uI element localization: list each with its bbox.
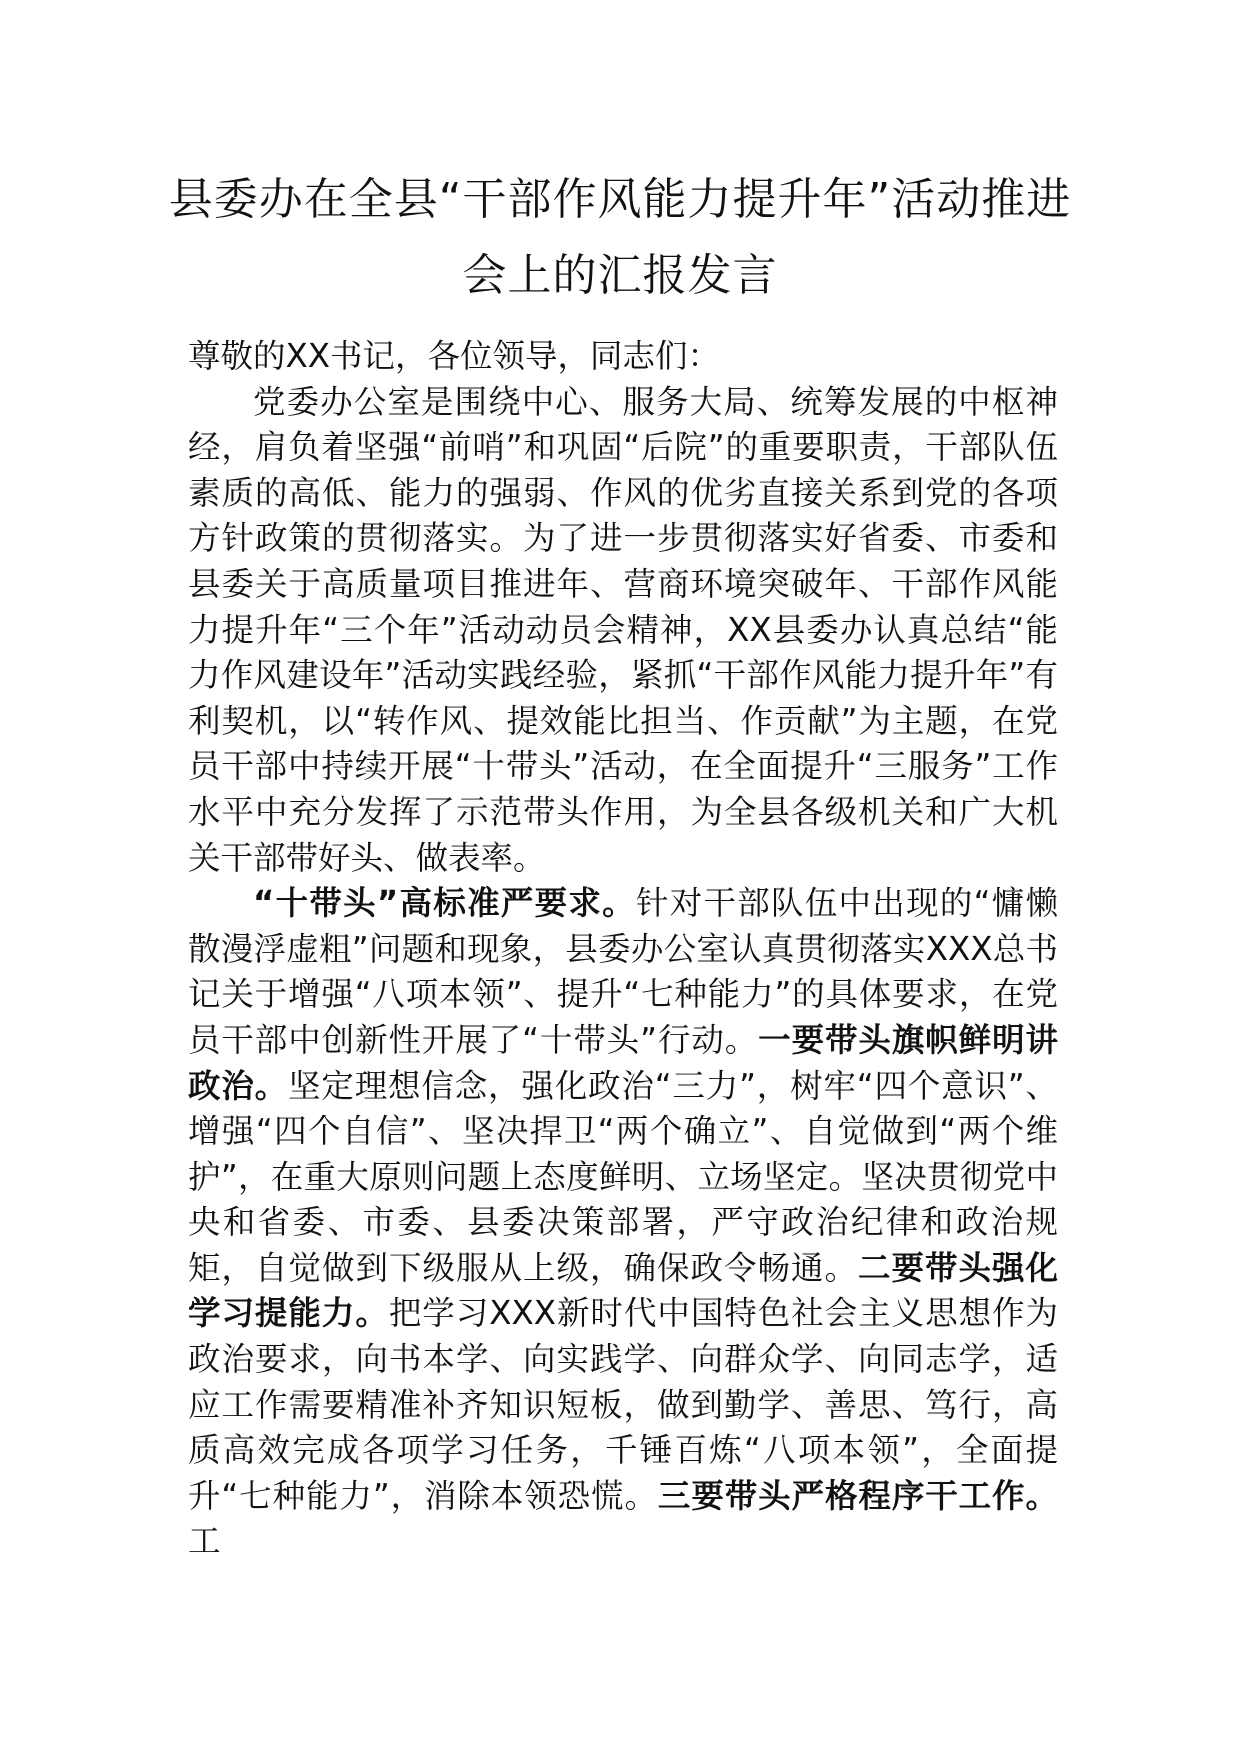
- item-2-heading: 二要带头强化学习提能力。: [188, 1248, 1058, 1333]
- document-body: [188, 334, 1058, 1565]
- item-2-text: 把学习XXX新时代中国特色社会主义思想作为政治要求，向书本学、向实践学、向群众学、向同志学，适应工作需要精准补齐知识短板，做到勤学、善思、笃行，高质高效完成各项学习任务，千锤百炼“八项本领”，全面提升“七种能力”，消除本领恐慌。: [188, 1294, 1058, 1515]
- salutation: 尊敬的XX书记，各位领导，同志们：: [188, 337, 721, 375]
- paragraph-ten-leads: [188, 881, 1058, 1565]
- item-1-text: 坚定理想信念，强化政治“三力”，树牢“四个意识”、增强“四个自信”、坚决捍卫“两个确立”、自觉做到“两个维护”，在重大原则问题上态度鲜明、立场坚定。坚决贯彻党中央和省委、市委、县委决策部署，严守政治纪律和政治规矩，自觉做到下级服从上级，确保政令畅通。: [188, 1066, 1058, 1287]
- section-heading: “十带头”高标准严要求。: [253, 884, 636, 923]
- item-3-heading: 三要带头严格程序干工作。: [657, 1476, 1058, 1515]
- item-1-heading: 一要带头旗帜鲜明讲政治。: [188, 1020, 1058, 1105]
- paragraph-intro: 党委办公室是围绕中心、服务大局、统筹发展的中枢神经，肩负着坚强“前哨”和巩固“后院”的重要职责，干部队伍素质的高低、能力的强弱、作风的优劣直接关系到党的各项方针政策的贯彻落实。为了进一步贯彻落实好省委、市委和县委关于高质量项目推进年、营商环境突破年、干部作风能力提升年“三个年”活动动员会精神，XX县委办认真总结“能力作风建设年”活动实践经验，紧抓“干部作风能力提升年”有利契机，以“转作风、提效能比担当、作贡献”为主题，在党员干部中持续开展“十带头”活动，在全面提升“三服务”工作水平中充分发挥了示范带头作用，为全县各级机关和广大机关干部带好头、做表率。: [188, 382, 1058, 877]
- section-intro: 针对干部队伍中出现的“慵懒散漫浮虚粗”问题和现象，县委办公室认真贯彻落实XXX总书记关于增强“八项本领”、提升“七种能力”的具体要求，在党员干部中创新性开展了“十带头”行动。: [188, 884, 1058, 1059]
- item-3-text: 工: [188, 1522, 221, 1561]
- document-title: 县委办在全县“干部作风能力提升年”活动推进会上的汇报发言: [168, 174, 1072, 301]
